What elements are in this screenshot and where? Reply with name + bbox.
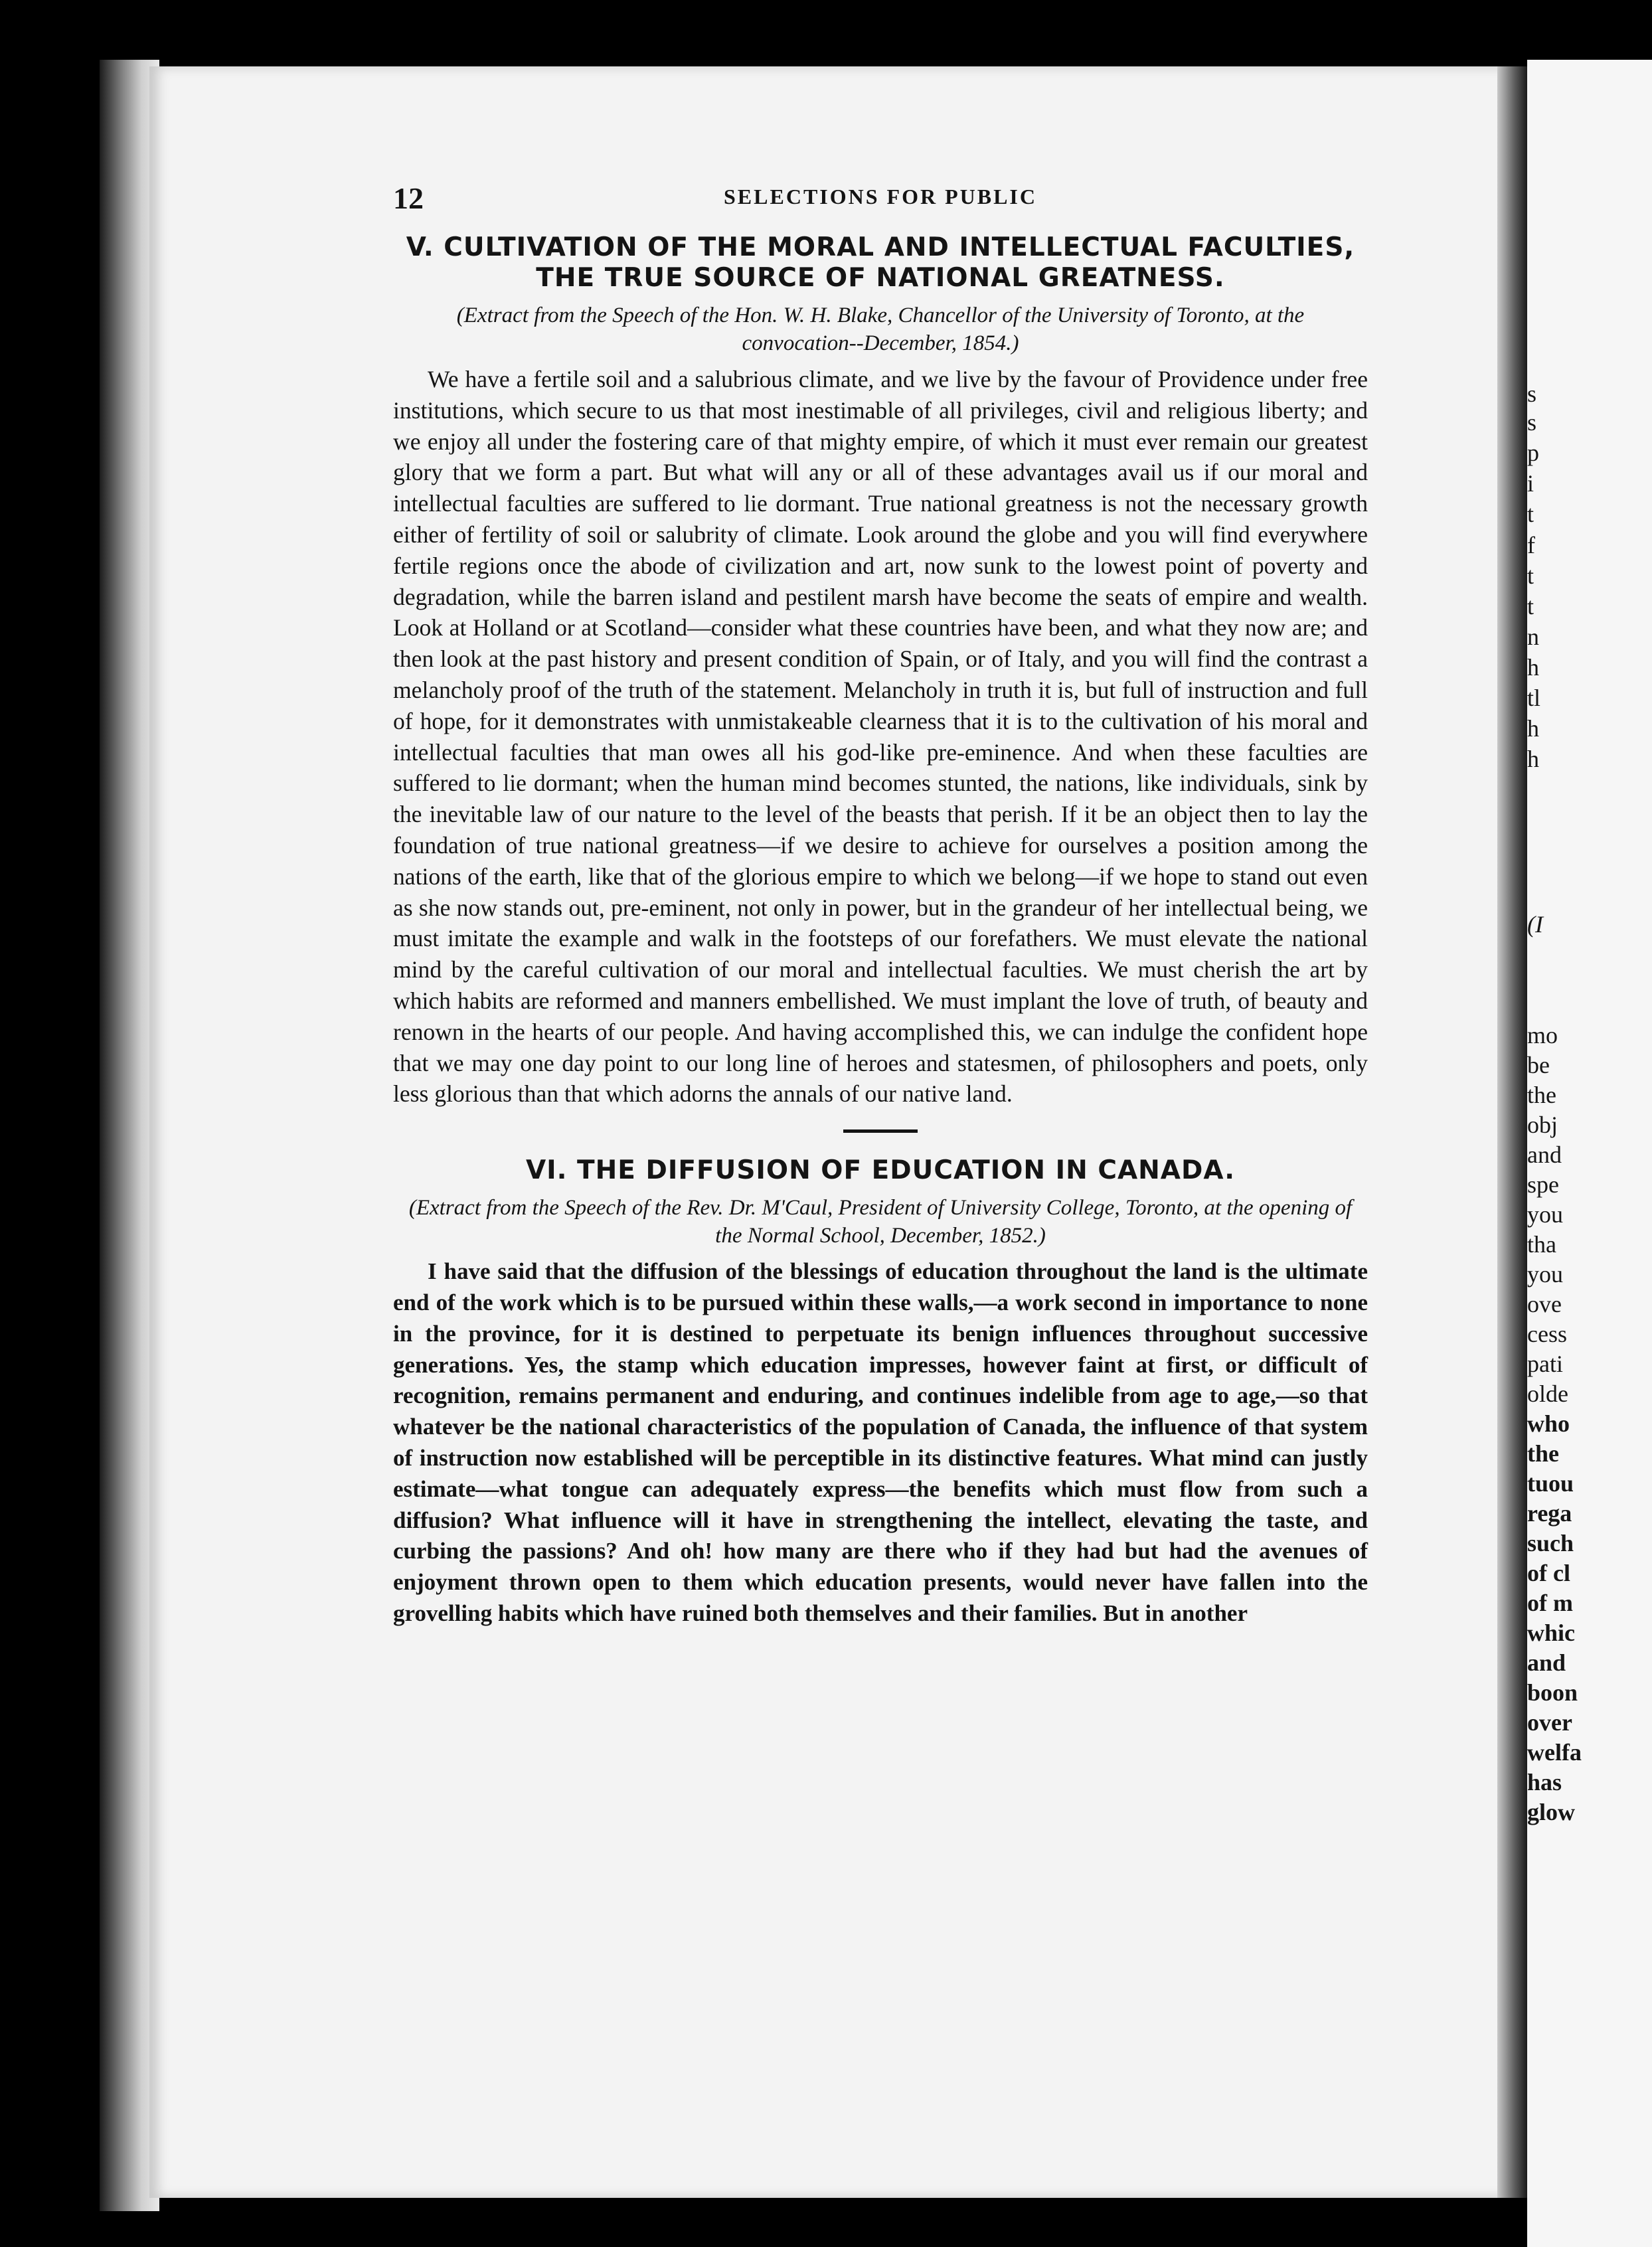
adjacent-fragment: such xyxy=(1527,1530,1574,1556)
running-head xyxy=(393,181,1368,220)
adjacent-fragment: h xyxy=(1527,715,1539,742)
page-number: 12 xyxy=(393,181,424,215)
adjacent-fragment: cess xyxy=(1527,1321,1567,1347)
adjacent-fragment: i xyxy=(1527,470,1534,497)
page-gutter-shadow xyxy=(1497,66,1527,2198)
adjacent-fragment: s xyxy=(1527,380,1537,407)
adjacent-fragment: boon xyxy=(1527,1679,1578,1706)
page-content xyxy=(393,181,1368,1629)
adjacent-fragment: f xyxy=(1527,532,1535,558)
adjacent-fragment: obj xyxy=(1527,1112,1558,1138)
adjacent-fragment: has xyxy=(1527,1769,1562,1795)
adjacent-fragment: tuou xyxy=(1527,1470,1574,1497)
adjacent-fragment: h xyxy=(1527,654,1539,681)
section-heading: VI. THE DIFFUSION OF EDUCATION IN CANADA. xyxy=(525,1155,1236,1186)
section-divider xyxy=(843,1129,918,1133)
adjacent-fragment: of m xyxy=(1527,1590,1573,1616)
adjacent-fragment: who xyxy=(1527,1410,1570,1437)
adjacent-fragment: tl xyxy=(1527,685,1541,711)
adjacent-fragment: h xyxy=(1527,746,1539,772)
source-note: (Extract from the Speech of the Hon. W. H. Blake, Chancellor of the University of Toronto, at the convocation--December, 1854.) xyxy=(456,303,1305,355)
section-body: We have a fertile soil and a salubrious climate, and we live by the favour of Providence under free institutions, which secure to us that most inestimable of all privileges, civil and religious liberty; and we enjoy all under the fostering care of that mighty empire, of which it must ever remain our greatest glory that we form a part. But what will any or all of these advantages avail us if our moral and intellectual faculties are suffered to lie dormant. True national greatness is not the necessary growth either of fertility of soil or salubrity of climate. Look around the globe and you will find everywhere fertile regions once the abode of civilization and art, now sunk to the lowest point of poverty and degradation, while the barren island and pestilent marsh have become the seats of empire and wealth. Look at Holland or at Scotland—consider what these countries have been, and what they now are; and then look at the past history and present condition of Spain, or of Italy, and you will find the contrast a melancholy proof of the truth of the statement. Melancholy in truth it is, but full of instruction and full of hope, for it demonstrates with unmistakeable clearness that it is to the cultivation of his moral and intellectual faculties that man owes all his god-like pre-eminence. And when these faculties are suffered to lie dormant; when the human mind becomes stunted, the nations, like individuals, sink by the inevitable law of our nature to the level of the beasts that perish. If it be an object then to lay the foundation of true national greatness—if we desire to achieve for ourselves a position among the nations of the earth, like that of the glorious empire to which we belong—if we hope to stand out even as she now stands out, pre-eminent, not only in power, but in the grandeur of her intellectual being, we must imitate the example and walk in the footsteps of our forefathers. We must elevate the national mind by the careful cultivation of our moral and intellectual faculties. We must cherish the art by which habits are reformed and manners embellished. We must implant the love of truth, of beauty and renown in the hearts of our people. And having accomplished this, we can indulge the confident hope that we may one day point to our long line of heroes and statesmen, of philosophers and poets, only less glorious than that which adorns the annals of our native land. xyxy=(393,366,1368,1108)
adjacent-fragment: n xyxy=(1527,624,1539,650)
section-heading: V. CULTIVATION OF THE MORAL AND INTELLECTUAL FACULTIES, THE TRUE SOURCE OF NATIONAL GREATNESS. xyxy=(406,232,1355,293)
adjacent-fragment: over xyxy=(1527,1709,1572,1736)
adjacent-page-edge xyxy=(1527,60,1652,2247)
adjacent-fragment: pati xyxy=(1527,1351,1563,1377)
adjacent-fragment: ove xyxy=(1527,1291,1562,1317)
adjacent-fragment: t xyxy=(1527,562,1534,589)
adjacent-fragment: of cl xyxy=(1527,1560,1570,1586)
source-note: (Extract from the Speech of the Rev. Dr. M'Caul, President of University College, Toronto, at the opening of the Normal School, December, 1852.) xyxy=(408,1196,1353,1248)
adjacent-fragment: tha xyxy=(1527,1231,1556,1258)
adjacent-fragment: be xyxy=(1527,1052,1550,1078)
adjacent-fragment: glow xyxy=(1527,1799,1575,1825)
adjacent-fragment: and xyxy=(1527,1141,1562,1168)
adjacent-fragment: the xyxy=(1527,1082,1556,1108)
adjacent-fragment: p xyxy=(1527,440,1539,466)
adjacent-fragment: spe xyxy=(1527,1171,1559,1198)
adjacent-fragment: whic xyxy=(1527,1620,1575,1646)
section-body: I have said that the diffusion of the blessings of education throughout the land is the ultimate end of the work which is to be pursued within these walls,—a work second in importance to none in the province, for it is destined to perpetuate its benign influences throughout successive generations. Yes, the stamp which education impresses, however faint at first, or difficult of recognition, remains permanent and enduring, and continues indelible from age to age,—so that whatever be the national characteristics of the population of Canada, the influence of that system of instruction now established will be perceptible in its distinctive features. What mind can justly estimate—what tongue can adequately express—the benefits which must flow from such a diffusion? What influence will it have in strengthening the intellect, elevating the taste, and curbing the passions? And oh! how many are there who if they had but had the avenues of enjoyment thrown open to them which education presents, would never have fallen into the grovelling habits which have ruined both themselves and their families. But in another xyxy=(393,1258,1368,1626)
adjacent-fragment: t xyxy=(1527,501,1534,527)
adjacent-fragment: the xyxy=(1527,1440,1559,1467)
adjacent-fragment: you xyxy=(1527,1261,1563,1288)
adjacent-fragment: mo xyxy=(1527,1022,1558,1048)
adjacent-fragment: welfa xyxy=(1527,1739,1582,1766)
adjacent-fragment: you xyxy=(1527,1201,1563,1228)
running-title: SELECTIONS FOR PUBLIC xyxy=(724,185,1037,208)
adjacent-fragment: s xyxy=(1527,409,1537,436)
adjacent-fragment: (I xyxy=(1527,911,1543,938)
adjacent-fragment: olde xyxy=(1527,1380,1568,1407)
adjacent-fragment: rega xyxy=(1527,1500,1572,1527)
adjacent-fragment: and xyxy=(1527,1649,1566,1676)
adjacent-fragment: t xyxy=(1527,593,1534,620)
